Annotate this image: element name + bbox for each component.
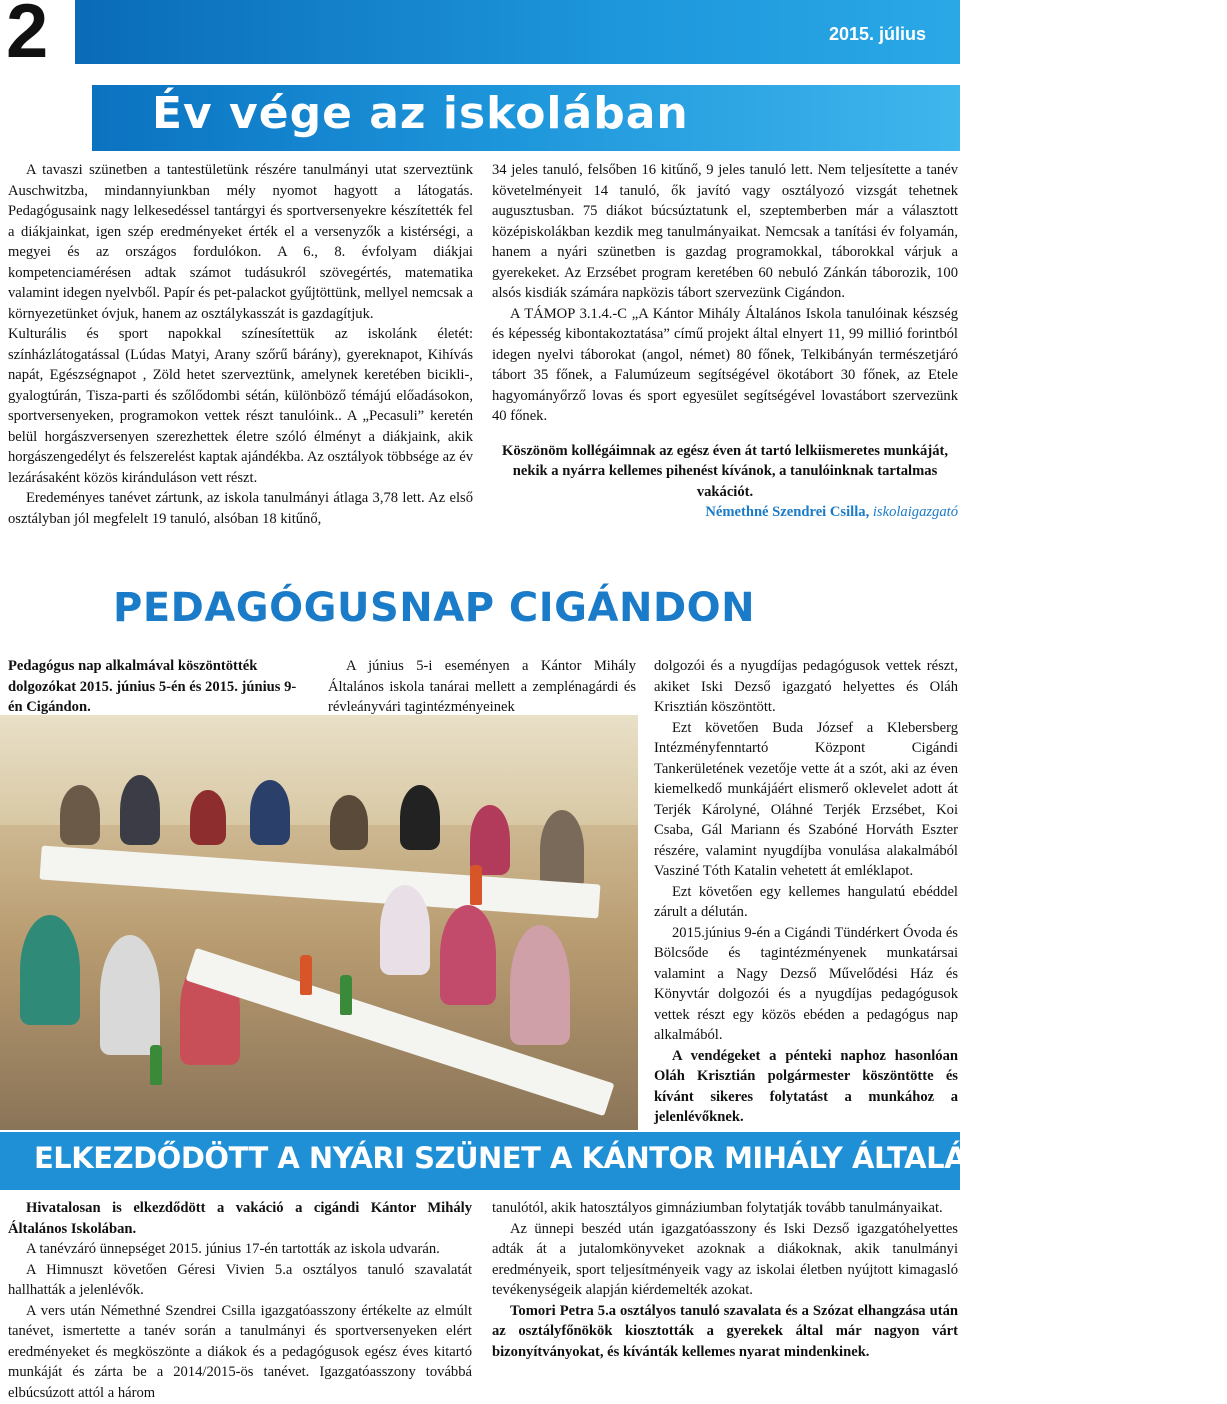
article1-paragraph: A TÁMOP 3.1.4.-C „A Kántor Mihály Általános Iskola tanulóinak készség és képesség kibontakoztatása” című projekt által elnyert 11, 99 millió forintból idegen nyelvi táborokat (angol, német) 80 főnek, Telkibányán természetjáró tábort 35 főnek, a Falumúzeum segítségével ökotábort 30 főnek, az Etele hagyományőrző lovas és sport egyesület segítségével lovastábort szervezünk 40 főnek. xyxy=(492,305,958,424)
article3-left-column xyxy=(8,1198,472,1403)
article2-paragraph: Ezt követően Buda József a Klebersberg Intézményfenntartó Központ Cigándi Tankerületének vezetője vette át a szót, aki az éven kiemelkedő munkájáért elismerő oklevelet adott át Terjék Károlyné, Oláhné Terjék Erzsébet, Koi Csaba, Gál Mariann és Szabóné Horváth Eszter részére, valamint nyugdíjba vonulása alakalmából Vasziné Tóth Katalin vehetett át emléklapot. xyxy=(654,719,958,879)
article2-paragraph: Ezt követően egy kellemes hangulatú ebéddel zárult a délután. xyxy=(654,883,958,920)
article-title-year-end: Év vége az iskolában xyxy=(152,88,689,139)
teachers-day-photo xyxy=(0,715,638,1130)
article2-paragraph: 2015.június 9-én a Cigándi Tündérkert Óvoda és Bölcsőde és tagintézményenek munkatársai valamint a Nagy Dezső Művelődési Ház és Könyvtár dolgozói és a nyugdíjas pedagógusok vettek részt egy közös ebéden a pedagógus nap alkalmából. xyxy=(654,924,958,1043)
article1-paragraph: Kulturális és sport napokkal színesítettük az iskolánk életét: színházlátogatással (Lúdas Matyi, Arany szőrű bárány), gyereknapot, Kihívás napát, Egészségnapot , Zöld hetet szerveztünk, amelynek keretében bicikli-, gyalogtúrán, Tisza-parti és szőlődombi sétán, különböző témájú előadásokon, sportversenyeken, programokon vettek részt tanulóink.. A „Pecasuli” keretén belül horgászversenyen szerezhettek életre szóló élményt a diákjaink, akik horgászengedélyt és felszerelést kaptak ajándékba. Az osztályok többsége az év lezárásaként közös kiránduláson vett részt. xyxy=(8,326,473,486)
article3-closing: Tomori Petra 5.a osztályos tanuló szavalata és a Szózat elhangzása után az osztályfőnökök kiosztották a gyerekek által már nagyon várt bizonyítványokat, és kívánták kellemes nyarat mindenkinek. xyxy=(492,1302,958,1360)
article3-paragraph: A Himnuszt követően Géresi Vivien 5.a osztályos tanuló szavalatát hallhatták a jelenlévők. xyxy=(8,1261,472,1298)
signature-name: Némethné Szendrei Csilla xyxy=(705,504,866,520)
page-number: 2 xyxy=(6,0,49,74)
article2-intro-col2 xyxy=(328,656,636,718)
article3-paragraph: A tanévzáró ünnepséget 2015. június 17-én tartották az iskola udvarán. xyxy=(26,1241,440,1257)
article1-left-column xyxy=(8,160,473,529)
article2-intro-col1 xyxy=(8,656,308,718)
article-title-teachers-day: PEDAGÓGUSNAP CIGÁNDON xyxy=(113,585,756,631)
article3-paragraph: A vers után Némethné Szendrei Csilla igazgatóasszony értékelte az elmúlt tanévet, ismertette a tanév során a tanulmányi és sportversenyeken elért eredményeket és megköszönte a diákok és a pedagógusok egész éves kitartó munkáját és zárta be a 2014/2015-ös tanévet. Igazgatóasszony továbbá elbúcsúzott attól a három xyxy=(8,1302,472,1401)
article3-paragraph: tanulótól, akik hatosztályos gimnáziumban folytatják tovább tanulmányaikat. xyxy=(492,1200,943,1216)
article2-intro: Pedagógus nap alkalmával köszöntötték dolgozókat 2015. június 5-én és 2015. június 9-én Cigándon. xyxy=(8,658,297,715)
issue-date: 2015. július xyxy=(828,24,926,44)
article2-right-column xyxy=(654,656,958,1128)
article1-closing: Köszönöm kollégáimnak az egész éven át tartó lelkiismeretes munkáját, nekik a nyárra kellemes pihenést kívánok, a tanulóinknak tartalmas vakációt. xyxy=(502,442,948,500)
article1-paragraph: Eredeményes tanévet zártunk, az iskola tanulmányi átlaga 3,78 lett. Az első osztályban jól megfelelt 19 tanuló, alsóban 18 kitűnő, xyxy=(8,490,473,527)
article2-paragraph: dolgozói és a nyugdíjas pedagógusok vettek részt, akiket Iski Dezső igazgató helyettes és Oláh Krisztián köszöntött. xyxy=(654,658,958,715)
article1-right-column xyxy=(492,160,958,523)
article1-paragraph: 34 jeles tanuló, felsőben 16 kitűnő, 9 jeles tanuló lett. Nem teljesítette a tanév követelményeit 14 tanuló, ők javító vagy osztályozó vizsgát tehetnek augusztusban. 75 diákot búcsúztatunk el, szeptemberben már a választott középiskolákban kezdik meg tanulmányaikat. Nemcsak a tanítási év folyamán, hanem a nyári szünetben is gazdag programokkal, táborokkal várjuk a gyerekeket. Az Erzsébet program keretében 60 nebuló Zánkán táborozik, 100 alsós kisdiák számára napközis tábort szervezünk Cigándon. xyxy=(492,162,958,301)
top-banner xyxy=(75,0,960,64)
article3-paragraph: Az ünnepi beszéd után igazgatóasszony és Iski Dezső igazgatóhelyettes adták át a jutalomkönyveket azoknak a diákoknak, akik tanulmányi eredményeik, sport teljesítményeik vagy az iskolai életben nyújtott kimagasló tevékenységeik alapján kiérdemelték azokat. xyxy=(492,1220,958,1298)
article1-signature: Némethné Szendrei Csilla, iskolaigazgató xyxy=(705,504,958,520)
article2-closing: A vendégeket a pénteki naphoz hasonlóan Oláh Krisztián polgármester köszöntötte és kívánt sikeres folytatást a munkához a jelenlévőknek. xyxy=(654,1047,958,1125)
article1-paragraph: A tavaszi szünetben a tantestületünk részére tanulmányi utat szerveztünk Auschwitzba, mindannyiunkban mély nyomot hagyott a látogatás. Pedagógusaink nagy lelkesedéssel tantárgyi és sportversenyekre készítették fel a diákjainkat, igen szép eredményeket érték el a versenyzők a kistérségi, a megyei és az országos fordulókon. A 6., 8. évfolyam diákjai kompetenciamérésen adtak számot tudásukról szövegértés, matematika valamint idegen nyelvből. Papír és pet-palackot gyűjtöttünk, mellyel nemcsak a környezetünket óvjuk, hanem az osztálykasszát is gazdagítjuk. xyxy=(8,162,473,322)
article3-right-column xyxy=(492,1198,958,1362)
signature-role: iskolaigazgató xyxy=(872,504,958,520)
article-title-summer-break: ELKEZDŐDÖTT A NYÁRI SZÜNET A KÁNTOR MIHÁLY ÁLTALÁNOS ISKOLÁBAN xyxy=(34,1141,1227,1175)
article2-paragraph: A június 5-i eseményen a Kántor Mihály Általános iskola tanárai mellett a zemplénagárdi és révleányvári tagintézményeinek xyxy=(328,658,636,715)
article3-intro: Hivatalosan is elkezdődött a vakáció a cigándi Kántor Mihály Általános Iskolában. xyxy=(8,1200,472,1237)
